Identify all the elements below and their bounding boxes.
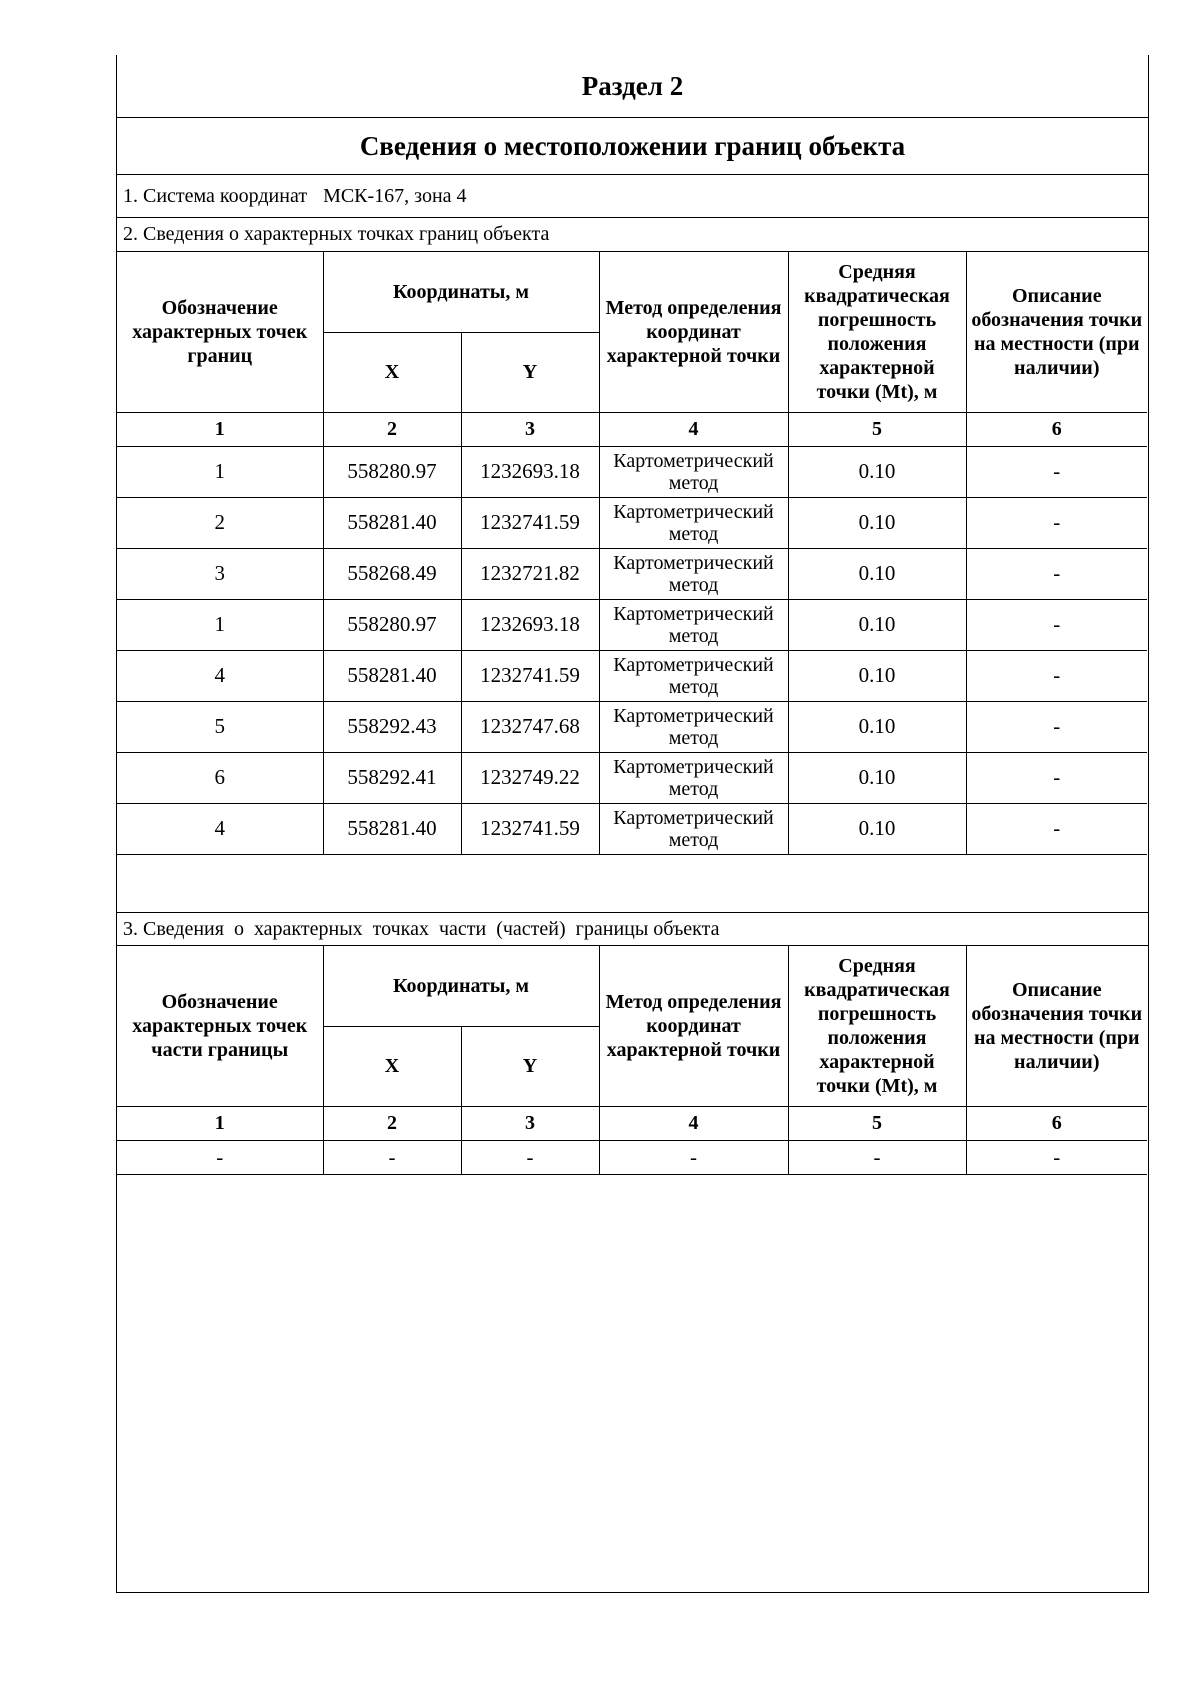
header-coordinates: Координаты, м — [323, 946, 599, 1026]
error-cell: 0.10 — [788, 752, 966, 803]
header-error: Средняя квадратическая погрешность положения характерной точки (Mt), м — [788, 252, 966, 412]
method-cell: - — [599, 1140, 788, 1174]
document-frame — [116, 55, 1149, 1593]
header-y: Y — [461, 332, 599, 412]
column-number: 6 — [966, 1106, 1147, 1140]
header-designation: Обозначение характерных точек части границы — [117, 946, 323, 1106]
error-cell: 0.10 — [788, 650, 966, 701]
error-cell: 0.10 — [788, 803, 966, 854]
y-cell: - — [461, 1140, 599, 1174]
point-cell: 3 — [117, 548, 323, 599]
y-cell: 1232721.82 — [461, 548, 599, 599]
part-points-caption-text: 3. Сведения о характерных точках части (частей) границы объекта — [123, 917, 720, 940]
table-row — [117, 446, 1147, 497]
error-cell: 0.10 — [788, 548, 966, 599]
section-title-text: Сведения о местоположении границ объекта — [359, 130, 906, 161]
x-cell: 558281.40 — [323, 497, 461, 548]
header-y: Y — [461, 1026, 599, 1106]
description-cell: - — [966, 446, 1147, 497]
header-coordinates: Координаты, м — [323, 252, 599, 332]
error-cell: 0.10 — [788, 497, 966, 548]
column-number: 1 — [117, 1106, 323, 1140]
header-x: X — [323, 1026, 461, 1106]
description-cell: - — [966, 752, 1147, 803]
y-cell: 1232693.18 — [461, 599, 599, 650]
section-title — [117, 118, 1148, 175]
boundary-points-caption-text: 2. Сведения о характерных точках границ объекта — [123, 223, 550, 245]
column-number: 2 — [323, 1106, 461, 1140]
table-row — [117, 701, 1147, 752]
x-cell: 558292.41 — [323, 752, 461, 803]
column-number: 5 — [788, 412, 966, 446]
column-number: 3 — [461, 412, 599, 446]
header-description: Описание обозначения точки на местности (при наличии) — [966, 252, 1147, 412]
point-cell: - — [117, 1140, 323, 1174]
column-number: 2 — [323, 412, 461, 446]
error-cell: 0.10 — [788, 701, 966, 752]
table-row — [117, 548, 1147, 599]
error-cell: 0.10 — [788, 446, 966, 497]
description-cell: - — [966, 803, 1147, 854]
point-cell: 4 — [117, 803, 323, 854]
method-cell: Картометрический метод — [599, 548, 788, 599]
column-number-row — [117, 1106, 1147, 1140]
description-cell: - — [966, 497, 1147, 548]
method-cell: Картометрический метод — [599, 701, 788, 752]
description-cell: - — [966, 701, 1147, 752]
method-cell: Картометрический метод — [599, 446, 788, 497]
table-row — [117, 650, 1147, 701]
coordinate-system-line — [117, 175, 1148, 218]
section-number — [117, 55, 1148, 118]
y-cell: 1232741.59 — [461, 497, 599, 548]
coordinate-system-value: МСК-167, зона 4 — [323, 184, 467, 207]
part-points-caption — [117, 912, 1148, 946]
point-cell: 1 — [117, 446, 323, 497]
header-x: X — [323, 332, 461, 412]
column-number: 1 — [117, 412, 323, 446]
description-cell: - — [966, 599, 1147, 650]
y-cell: 1232693.18 — [461, 446, 599, 497]
method-cell: Картометрический метод — [599, 599, 788, 650]
point-cell: 5 — [117, 701, 323, 752]
column-number: 4 — [599, 412, 788, 446]
header-description: Описание обозначения точки на местности (при наличии) — [966, 946, 1147, 1106]
point-cell: 6 — [117, 752, 323, 803]
header-method: Метод определения координат характерной точки — [599, 252, 788, 412]
column-number: 3 — [461, 1106, 599, 1140]
coordinate-system-label: 1. Система координат — [123, 184, 308, 207]
x-cell: 558280.97 — [323, 599, 461, 650]
table-row — [117, 497, 1147, 548]
section-number-text: Раздел 2 — [581, 70, 684, 101]
description-cell: - — [966, 650, 1147, 701]
y-cell: 1232747.68 — [461, 701, 599, 752]
header-designation: Обозначение характерных точек границ — [117, 252, 323, 412]
header-method: Метод определения координат характерной точки — [599, 946, 788, 1106]
error-cell: 0.10 — [788, 599, 966, 650]
method-cell: Картометрический метод — [599, 803, 788, 854]
x-cell: 558292.43 — [323, 701, 461, 752]
x-cell: 558281.40 — [323, 803, 461, 854]
x-cell: 558281.40 — [323, 650, 461, 701]
description-cell: - — [966, 1140, 1147, 1174]
method-cell: Картометрический метод — [599, 497, 788, 548]
column-number: 4 — [599, 1106, 788, 1140]
x-cell: - — [323, 1140, 461, 1174]
part-points-table — [117, 946, 1147, 1175]
point-cell: 2 — [117, 497, 323, 548]
point-cell: 1 — [117, 599, 323, 650]
x-cell: 558280.97 — [323, 446, 461, 497]
table-row — [117, 1140, 1147, 1174]
boundary-points-caption — [117, 218, 1148, 252]
boundary-points-table — [117, 252, 1147, 855]
point-cell: 4 — [117, 650, 323, 701]
table-row — [117, 599, 1147, 650]
description-cell: - — [966, 548, 1147, 599]
column-number: 5 — [788, 1106, 966, 1140]
column-number: 6 — [966, 412, 1147, 446]
table-row — [117, 803, 1147, 854]
y-cell: 1232741.59 — [461, 803, 599, 854]
y-cell: 1232741.59 — [461, 650, 599, 701]
table-row — [117, 752, 1147, 803]
x-cell: 558268.49 — [323, 548, 461, 599]
column-number-row — [117, 412, 1147, 446]
y-cell: 1232749.22 — [461, 752, 599, 803]
error-cell: - — [788, 1140, 966, 1174]
method-cell: Картометрический метод — [599, 650, 788, 701]
method-cell: Картометрический метод — [599, 752, 788, 803]
header-error: Средняя квадратическая погрешность положения характерной точки (Mt), м — [788, 946, 966, 1106]
